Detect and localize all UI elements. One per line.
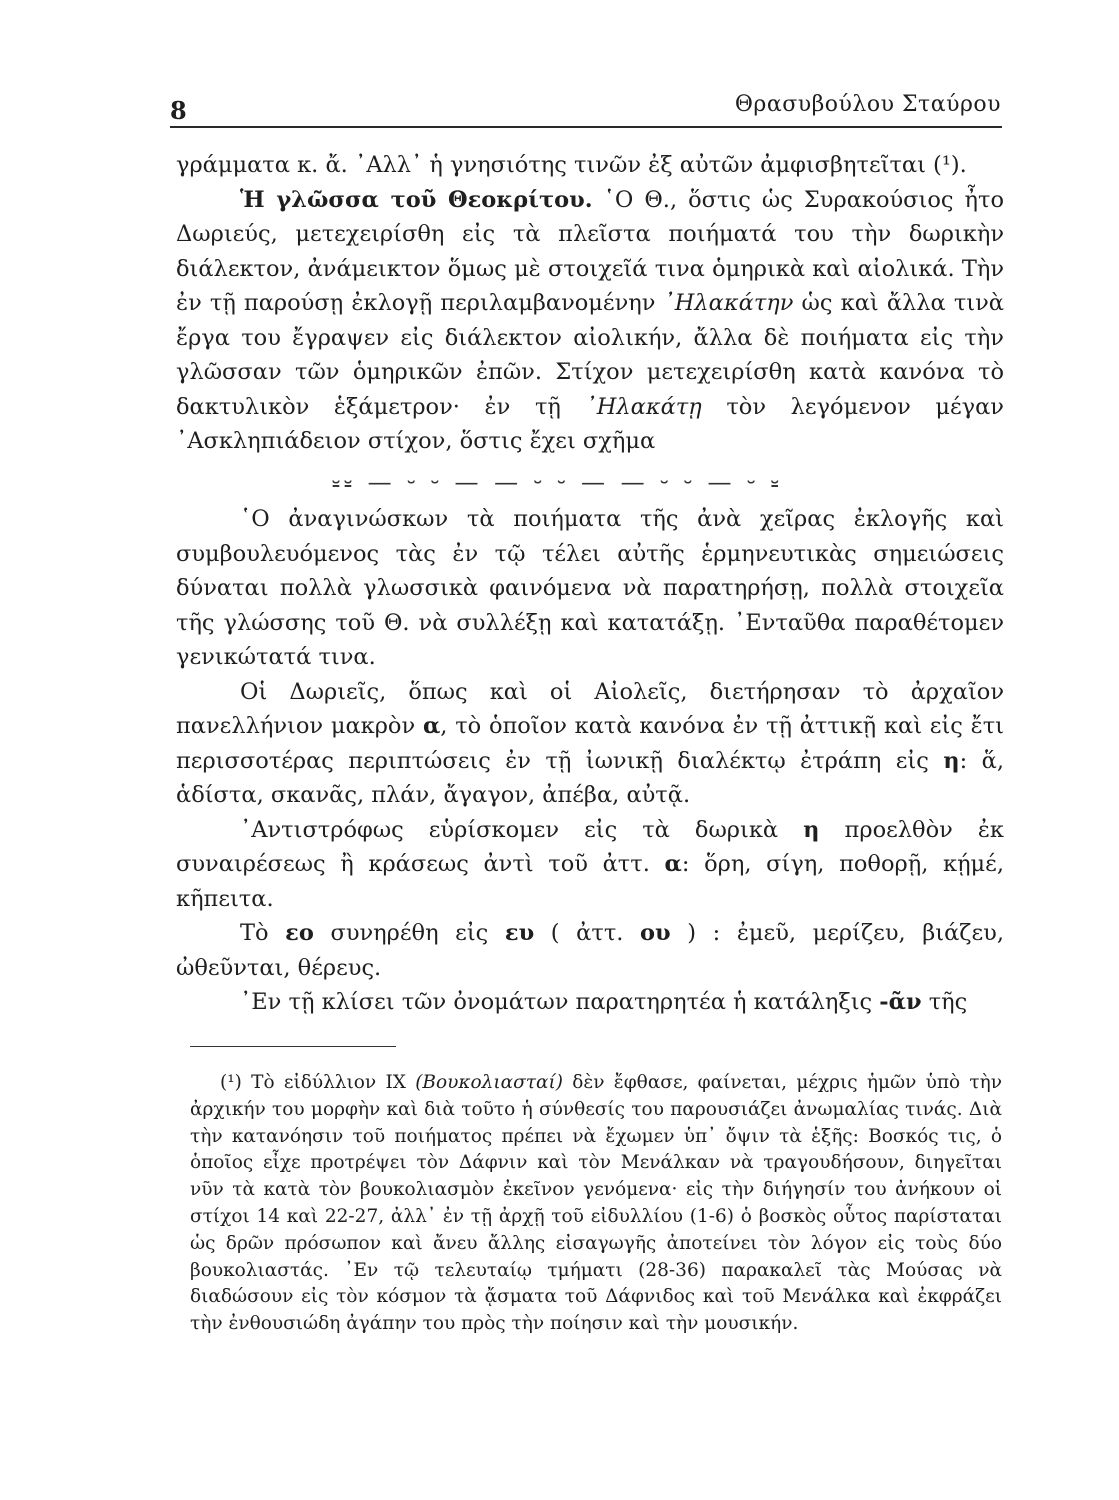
paragraph-6-text-a: Τὸ (240, 920, 286, 946)
paragraph-6-text-c: ( ἀττ. (534, 920, 641, 946)
main-text-top (176, 148, 1004, 459)
footnote-rule (190, 1046, 396, 1047)
header-rule (170, 126, 1002, 128)
diphthong-eu: ευ (504, 920, 535, 946)
diphthong-eo: εο (285, 920, 314, 946)
paragraph-6-text-d: ) : ἐμεῦ, μερίζευ, βιάζευ, ὠθεῦνται, θέρευς. (176, 920, 1004, 981)
ending-an: -ᾶν (879, 989, 922, 1015)
letter-eta-2: η (803, 816, 820, 843)
paragraph-1: γράμματα κ. ἄ. ᾿Αλλ᾿ ἡ γνησιότης τινῶν ἐξ αὐτῶν ἀμφισβητεῖται (¹). (176, 152, 967, 178)
footnote-title: (Βουκολιασταί) (415, 1072, 563, 1093)
letter-alpha: α (422, 713, 441, 739)
page-number: 8 (170, 96, 187, 125)
diphthong-ou: ου (640, 920, 671, 946)
paragraph-5-text-a: ᾿Αντιστρόφως εὑρίσκομεν εἰς τὰ δωρικὰ (240, 816, 804, 843)
paragraph-6-text-b: συνηρέθη εἰς (313, 920, 505, 946)
paragraph-6 (176, 916, 1004, 985)
paragraph-7-text-b: τῆς (921, 989, 968, 1015)
paragraph-5-text-b: προελθὸν ἐκ συναιρέσεως ἢ κράσεως ἀντὶ τοῦ ἀττ. (176, 816, 1004, 877)
footnote-text-a: (¹) Τὸ εἰδύλλιον IX (220, 1072, 416, 1093)
paragraph-4 (176, 675, 1004, 813)
metrical-scheme: ⏓⏓ — ⏑ ⏑ — — ⏑ ⏑ — — ⏑ ⏑ — ⏑ ⏓ (332, 468, 783, 496)
paragraph-7-text-a: ᾿Εν τῇ κλίσει τῶν ὀνομάτων παρατηρητέα ἡ κατάληξις (240, 989, 880, 1015)
running-head-title: Θρασυβούλου Σταύρου (734, 92, 1001, 117)
paragraph-3: ῾Ο ἀναγινώσκων τὰ ποιήματα τῆς ἀνὰ χεῖρας ἐκλογῆς καὶ συμβουλευόμενος τὰς ἐν τῷ τέλει αὐτῆς ἑρμηνευτικὰς σημειώσεις δύναται πολλὰ γλωσσικὰ φαινόμενα νὰ παρατηρήσῃ, πολλὰ στοιχεῖα τῆς γλώσσης τοῦ Θ. νὰ συλλέξῃ καὶ κατατάξῃ. ᾿Ενταῦθα παραθέτομεν γενικώτατά τινα. (176, 506, 1004, 670)
paragraph-2-text-b: ὡς καὶ ἄλλα τινὰ ἔργα του ἔγραψεν εἰς διάλεκτον αἰολικήν, ἄλλα δὲ ποιήματα εἰς τὴν γλῶσσαν τῶν ὁμηρικῶν ἐπῶν. Στίχον μετεχειρίσθη κατὰ κανόνα τὸ δακτυλικὸν ἑξάμετρον· ἐν τῇ (176, 290, 1004, 420)
paragraph-4-text-b: , τὸ ὁποῖον κατὰ κανόνα ἐν τῇ ἀττικῇ καὶ εἰς ἔτι περισσοτέρας περιπτώσεις ἐν τῇ ἰωνικῇ διαλέκτῳ ἐτράπη εἰς (176, 713, 1004, 774)
footnote (190, 1070, 1002, 1338)
paragraph-2-text-c: τὸν λεγόμενον μέγαν ᾿Ασκληπιάδειον στίχον, ὅστις ἔχει σχῆμα (176, 393, 1004, 454)
section-heading: Ἡ γλῶσσα τοῦ Θεοκρίτου. (240, 186, 593, 213)
paragraph-2 (176, 183, 1004, 459)
paragraph-4-text-a: Οἱ Δωριεῖς, ὅπως καὶ οἱ Αἰολεῖς, διετήρησαν τὸ ἀρχαῖον πανελλήνιον μακρὸν (176, 678, 1004, 739)
footnote-text-b: δὲν ἔφθασε, φαίνεται, μέχρις ἡμῶν ὑπὸ τὴν ἀρχικήν του μορφὴν καὶ διὰ τοῦτο ἡ σύνθεσίς του παρουσιάζει ἀνωμαλίας τινάς. Διὰ τὴν κατανόησιν τοῦ ποιήματος πρέπει νὰ ἔχωμεν ὑπ᾿ ὄψιν τὰ ἑξῆς: Βοσκός τις, ὁ ὁποῖος εἶχε προτρέψει τὸν Δάφνιν καὶ τὸν Μενάλκαν νὰ τραγουδήσουν, διηγεῖται νῦν τὰ κατὰ τὸν βουκολιασμὸν ἐκεῖνον γενόμενα· εἰς τὴν διήγησίν του ἀνήκουν οἱ στίχοι 14 καὶ 22-27, ἀλλ᾿ ἐν τῇ ἀρχῇ τοῦ εἰδυλλίου (1-6) ὁ βοσκὸς οὗτος παρίσταται ὡς δρῶν πρόσωπον καὶ ἄνευ ἄλλης εἰσαγωγῆς ἀποτείνει τὸν λόγον εἰς τοὺς δύο βουκολιαστάς. ᾿Εν τῷ τελευταίῳ τμήματι (28-36) παρακαλεῖ τὰς Μούσας νὰ διαδώσουν εἰς τὸν κόσμον τὰ ᾄσματα τοῦ Δάφνιδος καὶ τοῦ Μενάλκα καὶ ἐκφράζει τὴν ἐνθουσιώδη ἀγάπην του πρὸς τὴν ποίησιν καὶ τὴν μουσικήν. (190, 1072, 1002, 1335)
title-elakate-2: ᾿Ηλακάτῃ (585, 393, 702, 420)
letter-alpha-2: α (664, 851, 682, 877)
letter-eta: η (943, 747, 960, 774)
paragraph-4-text-c: : ἅ, ἁδίστα, σκανᾶς, πλάν, ἄγαγον, ἀπέβα, αὐτᾷ. (176, 747, 1004, 808)
title-elakate-1: ᾿Ηλακάτην (663, 290, 794, 316)
paragraph-5-text-c: : ὅρη, σίγη, ποθορῇ, κῄμέ, κῆπειτα. (176, 851, 1004, 912)
main-text-body (176, 502, 1004, 1020)
paragraph-2-text-a: ῾Ο Θ., ὅστις ὡς Συρακούσιος ἦτο Δωριεύς, μετεχειρίσθη εἰς τὰ πλεῖστα ποιήματά του τὴν δωρικὴν διάλεκτον, ἀνάμεικτον ὅμως μὲ στοιχεῖά τινα ὁμηρικὰ καὶ αἰολικά. Τὴν ἐν τῇ παρούσῃ ἐκλογῇ περιλαμβανομένην (176, 186, 1005, 316)
paragraph-7 (176, 985, 1004, 1020)
paragraph-5 (176, 813, 1004, 917)
